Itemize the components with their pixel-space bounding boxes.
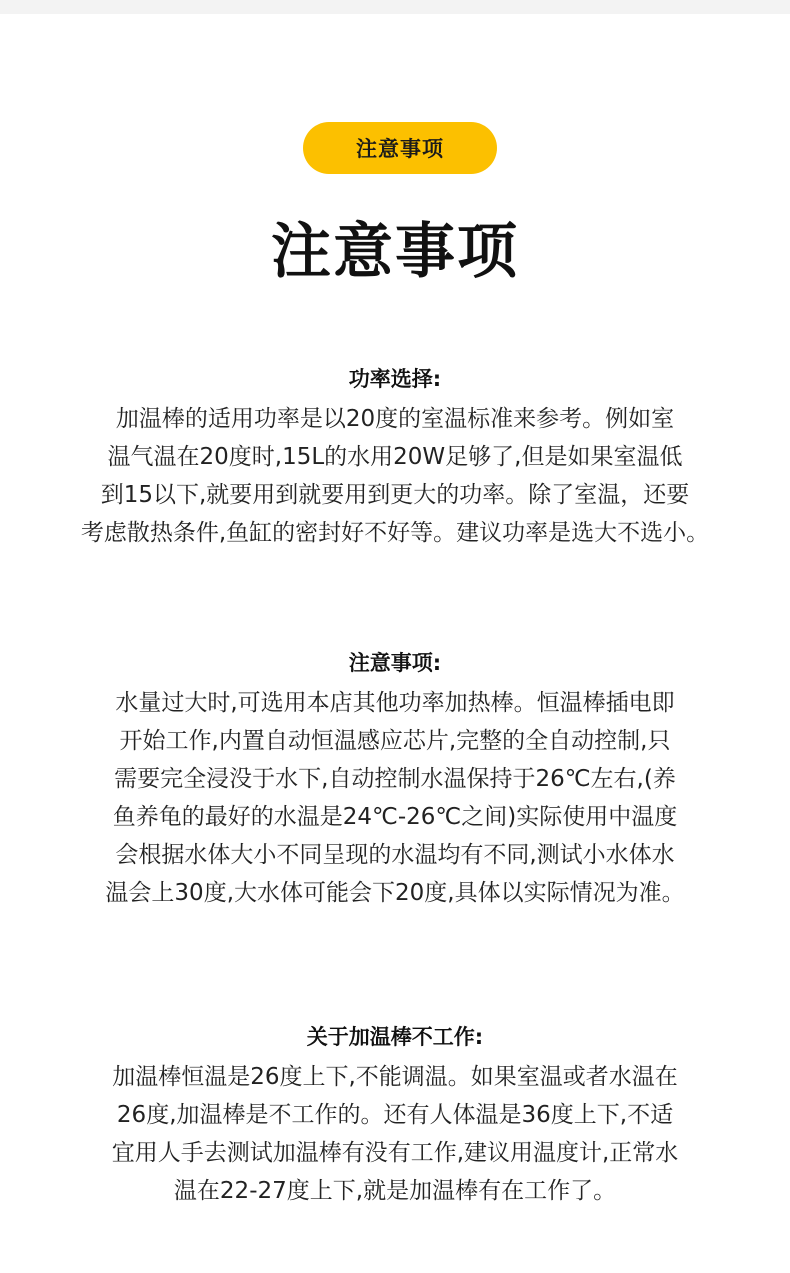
paragraph-line: 温会上30度,大水体可能会下20度,具体以实际情况为准。: [105, 880, 685, 906]
paragraph-line: 考虑散热条件,鱼缸的密封好不好等。建议功率是选大不选小。: [80, 520, 710, 546]
paragraph-line: 宜用人手去测试加温棒有没有工作,建议用温度计,正常水: [111, 1140, 679, 1166]
page-title: 注意事项: [271, 217, 519, 287]
paragraph-line: 鱼养龟的最好的水温是24℃-26℃之间)实际使用中温度: [112, 804, 678, 830]
paragraph-line: 温气温在20度时,15L的水用20W足够了,但是如果室温低: [107, 444, 683, 470]
paragraph-line: 26度,加温棒是不工作的。还有人体温是36度上下,不适: [116, 1102, 674, 1128]
paragraph-line: 到15以下,就要用到就要用到更大的功率。除了室温，还要: [100, 482, 690, 508]
section-heading: 关于加温棒不工作:: [306, 1025, 484, 1049]
paragraph-line: 会根据水体大小不同呈现的水温均有不同,测试小水体水: [115, 842, 675, 868]
top-strip: [0, 0, 790, 14]
paragraph-line: 加温棒恒温是26度上下,不能调温。如果室温或者水温在: [112, 1064, 678, 1090]
power-selection-section: [0, 364, 790, 552]
paragraph-line: 需要完全浸没于水下,自动控制水温保持于26℃左右,(养: [114, 766, 676, 792]
section-heading: 注意事项:: [348, 651, 442, 675]
paragraph-line: 温在22-27度上下,就是加温棒有在工作了。: [173, 1178, 617, 1204]
precautions-section: [0, 648, 790, 912]
not-working-section: [0, 1022, 790, 1210]
paragraph-line: 开始工作,内置自动恒温感应芯片,完整的全自动控制,只: [119, 728, 671, 754]
paragraph-line: 加温棒的适用功率是以20度的室温标准来参考。例如室: [115, 406, 675, 432]
paragraph-line: 水量过大时,可选用本店其他功率加热棒。恒温棒插电即: [115, 690, 675, 716]
section-badge: 注意事项: [303, 122, 497, 174]
section-heading: 功率选择:: [348, 367, 442, 391]
